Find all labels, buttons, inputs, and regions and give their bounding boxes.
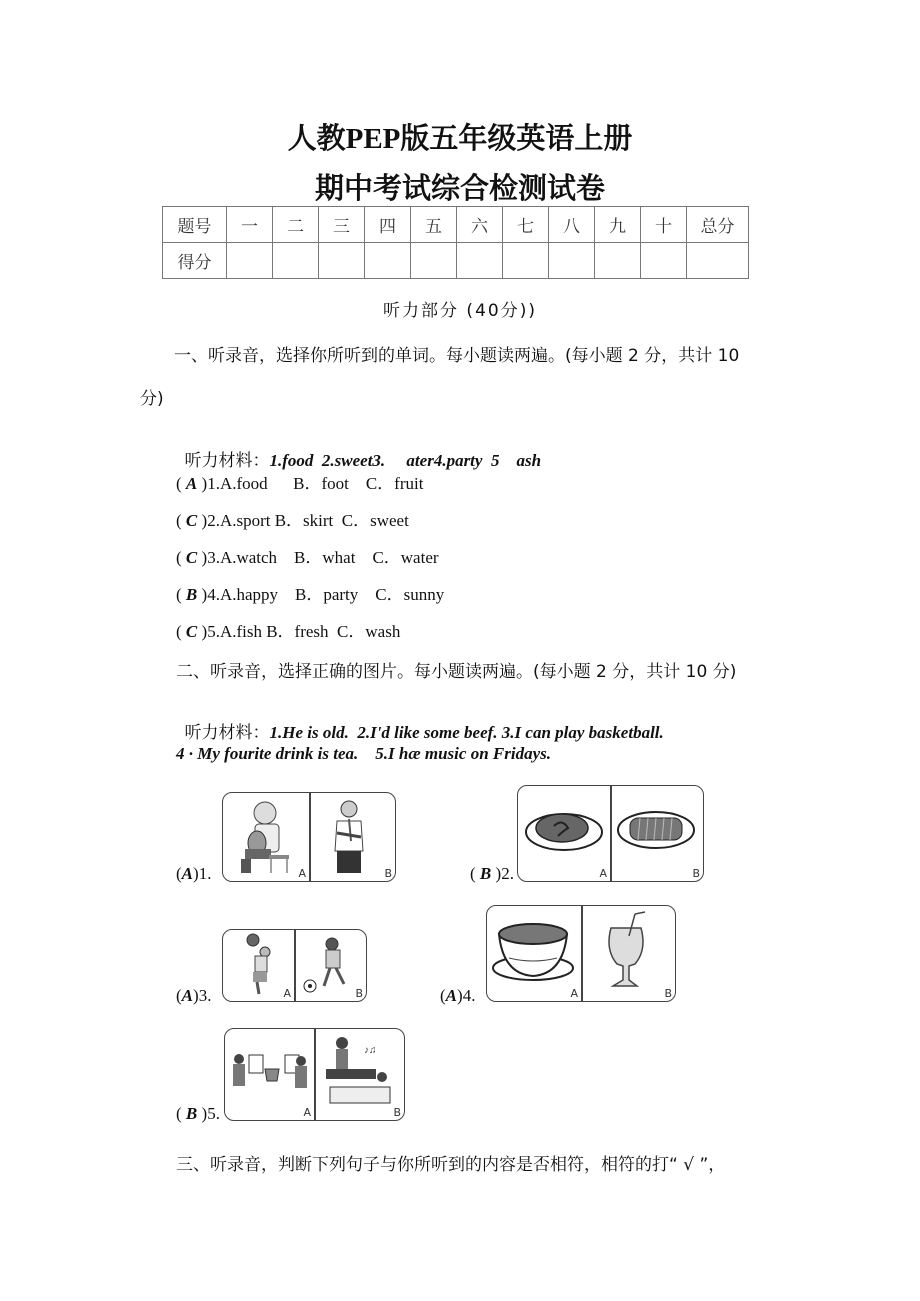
- table-cell: 五: [411, 207, 457, 243]
- answer-mark: C: [185, 511, 198, 530]
- question-text: 3.A.watch B．what C．water: [207, 548, 439, 567]
- part1-instruction-continued: 分): [140, 389, 164, 409]
- question-number: 3.: [198, 986, 212, 1005]
- answer-mark: B: [185, 585, 198, 604]
- score-input-cell[interactable]: [595, 243, 641, 279]
- score-input-cell[interactable]: [641, 243, 687, 279]
- question-item: ( C )3.A.watch B．what C．water: [176, 548, 439, 567]
- question-item: ( A )1.A.food B．foot C．fruit: [176, 474, 424, 493]
- beef-plate-icon: [612, 786, 703, 881]
- question-item: ( C )2.A.sport B．skirt C．sweet: [176, 511, 409, 530]
- option-a-picture[interactable]: [223, 930, 294, 1001]
- question-item: ( B )4.A.happy B．party C．sunny: [176, 585, 445, 604]
- score-input-cell[interactable]: [503, 243, 549, 279]
- table-cell: 一: [227, 207, 273, 243]
- picture-question-label: ( B )2.: [470, 864, 514, 883]
- table-cell: 四: [365, 207, 411, 243]
- table-cell: 三: [319, 207, 365, 243]
- juice-glass-icon: [583, 906, 675, 1001]
- answer-mark: C: [185, 548, 198, 567]
- option-b-picture[interactable]: [316, 1029, 404, 1120]
- option-label: A: [570, 987, 578, 1000]
- question-item: ( C )5.A.fish B．fresh C．wash: [176, 622, 401, 641]
- answer-mark: A: [445, 986, 458, 1005]
- picture-choice-pair: [224, 1028, 405, 1121]
- material-label: 听力材料：: [184, 723, 270, 743]
- answer-mark: A: [185, 474, 198, 493]
- question-number: 1.: [198, 864, 212, 883]
- option-b-picture[interactable]: [311, 793, 395, 881]
- part1-material: [176, 426, 541, 471]
- part2-material-line2: 4 · My fourite drink is teɑ. 5.I hæ music on Fridays.: [176, 744, 551, 763]
- option-b-picture[interactable]: [296, 930, 366, 1001]
- score-input-cell[interactable]: [227, 243, 273, 279]
- table-cell: 九: [595, 207, 641, 243]
- question-text: 4.A.happy B．party C．sunny: [207, 585, 445, 604]
- table-cell: 二: [273, 207, 319, 243]
- section-heading: 听力部分 (40分)): [383, 301, 537, 321]
- svg-text:♪♫: ♪♫: [364, 1045, 377, 1056]
- part3-instruction: 三、听录音，判断下列句子与你所听到的内容是否相符，相符的打“ √ ”，: [176, 1155, 726, 1175]
- answer-mark: B: [185, 1104, 198, 1123]
- option-label: A: [303, 1106, 311, 1119]
- score-input-cell[interactable]: [319, 243, 365, 279]
- document-subtitle: 期中考试综合检测试卷: [314, 173, 605, 205]
- score-table-header-row: [163, 207, 749, 243]
- art-class-icon: [225, 1029, 314, 1120]
- old-man-fan-icon: [223, 793, 309, 881]
- tea-bowl-icon: [487, 906, 581, 1001]
- answer-mark: C: [185, 622, 198, 641]
- picture-question-label: (A)1.: [176, 864, 212, 883]
- table-cell: 八: [549, 207, 595, 243]
- score-input-cell[interactable]: [549, 243, 595, 279]
- picture-choice-pair: [517, 785, 704, 882]
- question-number: 4.: [462, 986, 476, 1005]
- table-cell: 六: [457, 207, 503, 243]
- option-label: B: [692, 867, 700, 880]
- question-text: 2.A.sport B．skirt C．sweet: [207, 511, 409, 530]
- option-a-picture[interactable]: [518, 786, 610, 881]
- answer-mark: A: [181, 986, 194, 1005]
- score-input-cell[interactable]: [411, 243, 457, 279]
- picture-question-label: (A)4.: [440, 986, 476, 1005]
- picture-choice-pair: [222, 929, 367, 1002]
- table-cell: 十: [641, 207, 687, 243]
- question-text: 1.A.food B．foot C．fruit: [207, 474, 424, 493]
- option-b-picture[interactable]: [612, 786, 703, 881]
- option-label: A: [298, 867, 306, 880]
- score-input-cell[interactable]: [365, 243, 411, 279]
- score-table: [162, 206, 749, 279]
- part2-instruction: 二、听录音，选择正确的图片。每小题读两遍。(每小题 2 分，共计 10 分): [176, 662, 737, 682]
- picture-question-label: ( B )5.: [176, 1104, 220, 1123]
- chicken-plate-icon: [518, 786, 610, 881]
- option-a-picture[interactable]: [223, 793, 309, 881]
- option-a-picture[interactable]: [225, 1029, 314, 1120]
- question-text: 5.A.fish B．fresh C．wash: [207, 622, 401, 641]
- option-a-picture[interactable]: [487, 906, 581, 1001]
- answer-mark: A: [181, 864, 194, 883]
- table-cell: 七: [503, 207, 549, 243]
- document-title: 人教PEP版五年级英语上册: [287, 123, 633, 155]
- score-input-cell[interactable]: [457, 243, 503, 279]
- option-label: B: [664, 987, 672, 1000]
- picture-question-label: (A)3.: [176, 986, 212, 1005]
- picture-choice-pair: [486, 905, 676, 1002]
- material-label: 听力材料：: [184, 451, 270, 471]
- score-input-cell[interactable]: [273, 243, 319, 279]
- material-text: 1.food 2.sweet3. ater4.party 5 ash: [269, 451, 542, 470]
- material-text: 1.He is old. 2.I'd like some beef. 3.I can play basketball.: [269, 723, 664, 742]
- question-number: 2.: [501, 864, 514, 883]
- part1-instruction: 一、听录音，选择你所听到的单词。每小题读两遍。(每小题 2 分，共计 10: [174, 346, 740, 366]
- option-b-picture[interactable]: [583, 906, 675, 1001]
- table-cell: 总分: [687, 207, 749, 243]
- question-number: 5.: [207, 1104, 220, 1123]
- score-table-score-row: [163, 243, 749, 279]
- picture-choice-pair: [222, 792, 396, 882]
- option-label: B: [355, 987, 363, 1000]
- option-label: B: [384, 867, 392, 880]
- table-cell: 题号: [163, 207, 227, 243]
- young-man-icon: [311, 793, 395, 881]
- answer-mark: B: [479, 864, 492, 883]
- score-input-cell[interactable]: [687, 243, 749, 279]
- option-label: A: [599, 867, 607, 880]
- part2-material: [176, 698, 664, 743]
- option-label: A: [283, 987, 291, 1000]
- music-class-icon: [316, 1029, 404, 1120]
- table-cell: 得分: [163, 243, 227, 279]
- option-label: B: [393, 1106, 401, 1119]
